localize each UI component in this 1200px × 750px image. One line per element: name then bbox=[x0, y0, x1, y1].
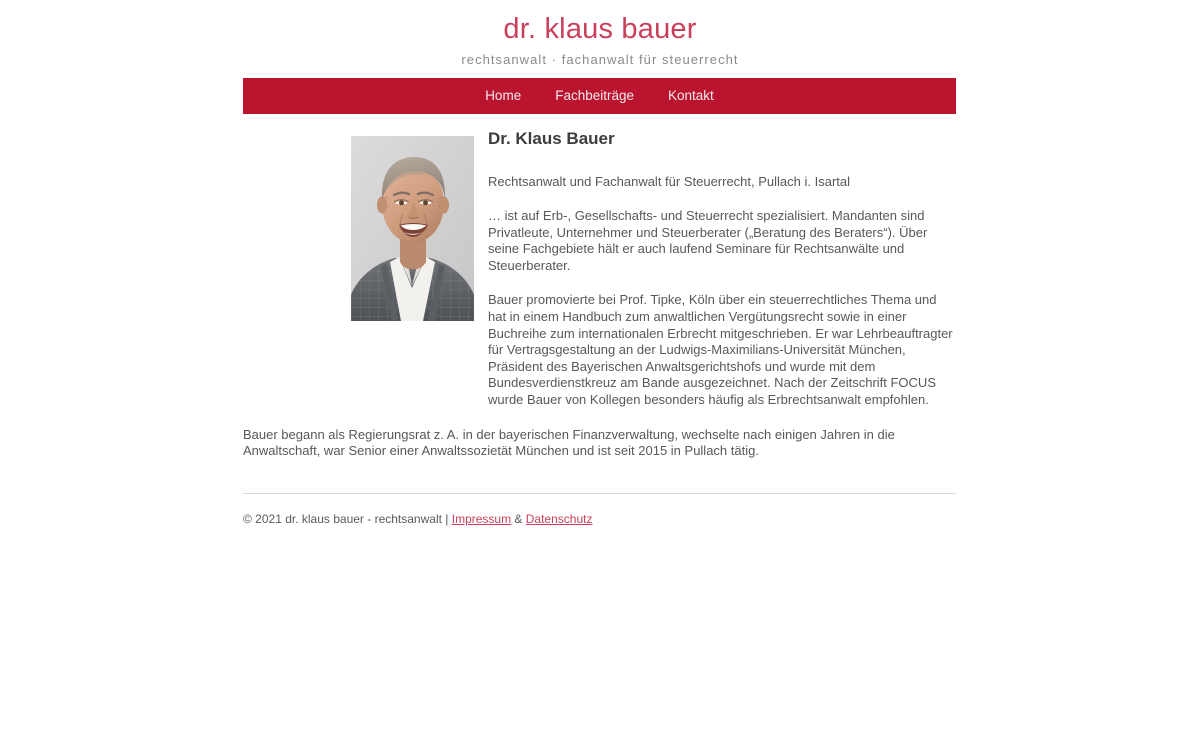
portrait-photo bbox=[351, 136, 474, 321]
lead-paragraph: Rechtsanwalt und Fachanwalt für Steuerrecht, Pullach i. Isartal bbox=[488, 174, 851, 189]
main-navigation bbox=[243, 78, 956, 114]
footer-text bbox=[243, 494, 956, 527]
portrait-photo-image bbox=[351, 136, 474, 321]
site-header bbox=[244, 0, 957, 68]
nav-item-fachbeitraege[interactable] bbox=[538, 78, 651, 114]
main-content bbox=[243, 128, 956, 460]
page-title: Dr. Klaus Bauer bbox=[488, 129, 615, 148]
body-paragraph-2: Bauer promovierte bei Prof. Tipke, Köln über ein steuerrechtliches Thema und hat in einem Handbuch zum anwaltlichen Vergütungsrecht sowie in einer Buchreihe zum internationalen Erbrecht mitgeschrieben. Er war Lehrbeauftragter für Vertragsgestaltung an der Ludwigs-Maximilians-Universität München, Präsident des Bayerischen Anwaltsgerichtshofs und wurde mit dem Bundesverdienstkreuz am Bande ausgezeichnet. Nach der Zeitschrift FOCUS wurde Bauer von Kollegen besonders häufig als Erbrechtsanwalt empfohlen. bbox=[488, 292, 953, 407]
footer-link-impressum[interactable]: Impressum bbox=[451, 512, 512, 526]
body-paragraph-1: … ist auf Erb-, Gesellschafts- und Steuerrecht spezialisiert. Mandanten sind Privatleute, Unternehmer und Steuerberater („Beratung des Beraters“). Über seine Fachgebiete hält er auch laufend Seminare für Rechtsanwälte und Steuerberater. bbox=[488, 208, 928, 273]
nav-item-kontakt[interactable] bbox=[651, 78, 731, 114]
nav-link-home[interactable]: Home bbox=[485, 88, 522, 103]
body-paragraph-3: Bauer begann als Regierungsrat z. A. in der bayerischen Finanzverwaltung, wechselte nach einigen Jahren in die Anwaltschaft, war Senior einer Anwaltssozietät München und ist seit 2015 in Pullach tätig. bbox=[243, 426, 895, 459]
nav-list bbox=[468, 78, 731, 114]
site-logo-title[interactable]: dr. klaus bauer bbox=[503, 13, 697, 45]
footer-copyright: © 2021 dr. klaus bauer - rechtsanwalt | bbox=[243, 512, 452, 526]
footer-link-datenschutz[interactable]: Datenschutz bbox=[525, 512, 593, 526]
site-logo-subtitle: rechtsanwalt · fachanwalt für steuerrecht bbox=[461, 52, 739, 67]
nav-link-fachbeitraege[interactable]: Fachbeiträge bbox=[555, 88, 635, 103]
site-footer bbox=[243, 493, 956, 527]
footer-separator: & bbox=[511, 512, 526, 526]
nav-link-kontakt[interactable]: Kontakt bbox=[668, 88, 714, 103]
nav-item-home[interactable] bbox=[468, 78, 538, 114]
